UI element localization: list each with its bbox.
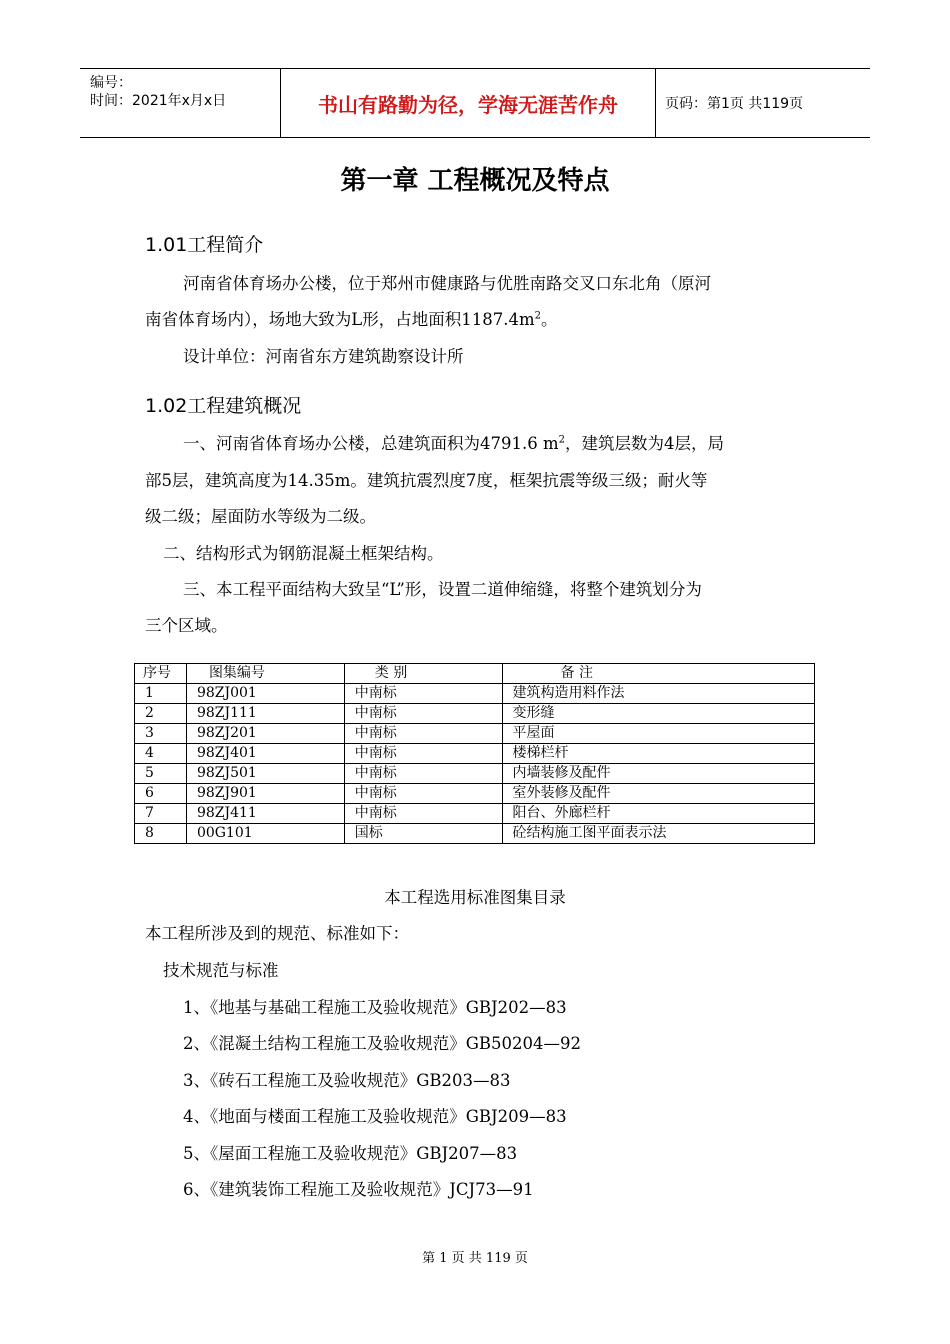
page-footer: 第 1 页 共 119 页 bbox=[422, 1251, 528, 1266]
paragraph-line: 河南省体育场办公楼，位于郑州市健康路与优胜南路交叉口东北角（原河 bbox=[183, 274, 711, 293]
header-motto: 书山有路勤为径，学海无涯苦作舟 bbox=[318, 92, 618, 117]
table-cell: 中南标 bbox=[344, 724, 502, 744]
table-row bbox=[135, 764, 815, 784]
table-row bbox=[135, 804, 815, 824]
table-cell: 2 bbox=[135, 704, 187, 724]
table-header-row bbox=[135, 664, 815, 684]
table-cell: 中南标 bbox=[344, 704, 502, 724]
doc-number-label: 编号： bbox=[90, 75, 132, 91]
paragraph-line: 一、河南省体育场办公楼，总建筑面积为4791.6 $m^2$，建筑层数为4层，局 bbox=[183, 434, 724, 453]
header-divider bbox=[655, 69, 656, 137]
table-cell: 5 bbox=[135, 764, 187, 784]
table-cell: 阳台、外廊栏杆 bbox=[502, 804, 815, 824]
spec-item: 2、《混凝土结构工程施工及验收规范》GB50204—92 bbox=[183, 1034, 582, 1053]
table-cell: 中南标 bbox=[344, 744, 502, 764]
table-cell: 98ZJ901 bbox=[186, 784, 344, 804]
paragraph-line: 二、结构形式为钢筋混凝土框架结构。 bbox=[163, 544, 444, 563]
doc-time-label: 时间：2021年x月x日 bbox=[90, 93, 227, 109]
table-row bbox=[135, 744, 815, 764]
spec-item: 3、《砖石工程施工及验收规范》GB203—83 bbox=[183, 1071, 511, 1090]
table-cell: 中南标 bbox=[344, 804, 502, 824]
table-cell: 7 bbox=[135, 804, 187, 824]
table-cell: 砼结构施工图平面表示法 bbox=[502, 824, 815, 844]
table-row bbox=[135, 704, 815, 724]
table-header-cell: 备 注 bbox=[502, 664, 815, 684]
spec-item: 1、《地基与基础工程施工及验收规范》GBJ202—83 bbox=[183, 998, 567, 1017]
specs-intro: 本工程所涉及到的规范、标准如下： bbox=[145, 924, 409, 943]
table-cell: 4 bbox=[135, 744, 187, 764]
table-header-cell: 类 别 bbox=[344, 664, 502, 684]
table-cell: 中南标 bbox=[344, 764, 502, 784]
paragraph-line: 三、本工程平面结构大致呈“L”形，设置二道伸缩缝，将整个建筑划分为 bbox=[183, 580, 702, 599]
table-cell: 平屋面 bbox=[502, 724, 815, 744]
table-cell: 3 bbox=[135, 724, 187, 744]
table-cell: 98ZJ501 bbox=[186, 764, 344, 784]
paragraph-line: 部5层，建筑高度为14.35m。建筑抗震烈度7度，框架抗震等级三级；耐火等 bbox=[145, 471, 708, 490]
table-row bbox=[135, 784, 815, 804]
table-cell: 建筑构造用料作法 bbox=[502, 684, 815, 704]
specs-subheading: 技术规范与标准 bbox=[163, 961, 279, 980]
page-header bbox=[80, 68, 870, 138]
chapter-title: 第一章 工程概况及特点 bbox=[340, 166, 610, 196]
table-cell: 98ZJ001 bbox=[186, 684, 344, 704]
table-cell: 98ZJ201 bbox=[186, 724, 344, 744]
table-cell: 变形缝 bbox=[502, 704, 815, 724]
table-cell: 内墙装修及配件 bbox=[502, 764, 815, 784]
paragraph-line: 三个区域。 bbox=[145, 616, 228, 635]
table-cell: 6 bbox=[135, 784, 187, 804]
table-cell: 98ZJ111 bbox=[186, 704, 344, 724]
standards-table bbox=[134, 663, 815, 844]
section-heading: 1.01工程简介 bbox=[145, 234, 264, 256]
table-row bbox=[135, 724, 815, 744]
spec-item: 6、《建筑装饰工程施工及验收规范》JCJ73—91 bbox=[183, 1180, 534, 1199]
table-cell: 中南标 bbox=[344, 684, 502, 704]
table-cell: 楼梯栏杆 bbox=[502, 744, 815, 764]
table-row bbox=[135, 684, 815, 704]
table-caption: 本工程选用标准图集目录 bbox=[384, 888, 566, 907]
table-cell: 中南标 bbox=[344, 784, 502, 804]
table-cell: 1 bbox=[135, 684, 187, 704]
table-cell: 98ZJ411 bbox=[186, 804, 344, 824]
design-unit-line: 设计单位：河南省东方建筑勘察设计所 bbox=[183, 347, 464, 366]
header-page-info: 页码：第1页 共119页 bbox=[665, 96, 804, 112]
table-cell: 00G101 bbox=[186, 824, 344, 844]
table-cell: 国标 bbox=[344, 824, 502, 844]
table-cell: 98ZJ401 bbox=[186, 744, 344, 764]
table-header-cell: 图集编号 bbox=[186, 664, 344, 684]
table-cell: 8 bbox=[135, 824, 187, 844]
paragraph-line: 南省体育场内），场地大致为L形，占地面积$1187.4m^2$。 bbox=[145, 310, 558, 329]
header-meta bbox=[80, 69, 280, 137]
section-heading: 1.02工程建筑概况 bbox=[145, 395, 302, 417]
spec-item: 5、《屋面工程施工及验收规范》GBJ207—83 bbox=[183, 1144, 518, 1163]
spec-item: 4、《地面与楼面工程施工及验收规范》GBJ209—83 bbox=[183, 1107, 567, 1126]
paragraph-line: 级二级；屋面防水等级为二级。 bbox=[145, 507, 376, 526]
table-row bbox=[135, 824, 815, 844]
table-cell: 室外装修及配件 bbox=[502, 784, 815, 804]
table-header-cell: 序号 bbox=[135, 664, 187, 684]
